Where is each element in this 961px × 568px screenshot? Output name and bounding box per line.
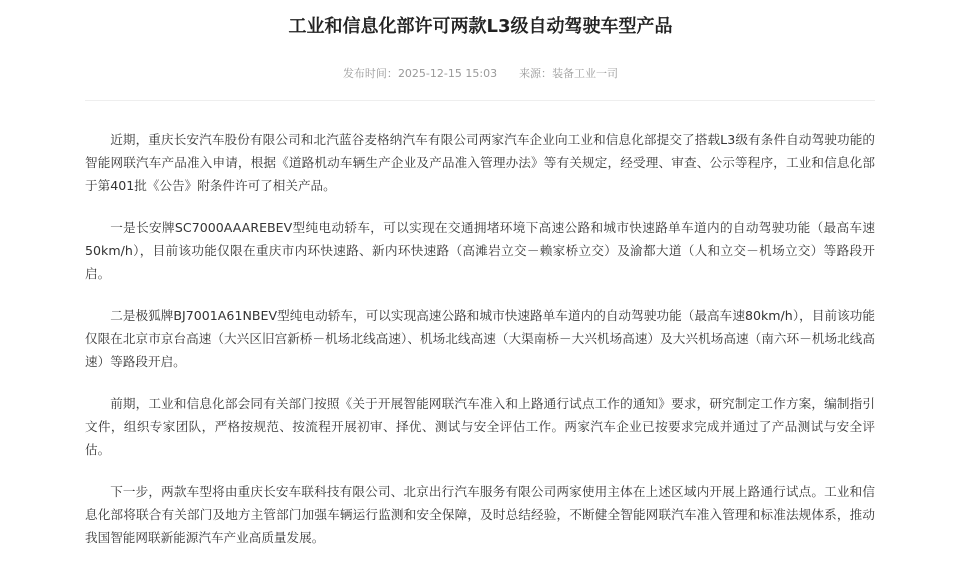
article-body (85, 128, 875, 568)
divider (85, 100, 875, 101)
source-label: 来源： (519, 67, 553, 80)
paragraph-changan: 一是长安牌SC7000AAAREBEV型纯电动轿车，可以实现在交通拥堵环境下高速公路和城市快速路单车道内的自动驾驶功能（最高车速50km/h），目前该功能仅限在重庆市内环快速路、新内环快速路（高滩岩立交－赖家桥立交）及渝都大道（人和立交－机场立交）等路段开启。 (85, 220, 875, 281)
publish-time: 2025-12-15 15:03 (397, 67, 498, 80)
publish-time-label: 发布时间： (342, 67, 398, 80)
article-meta (0, 66, 961, 82)
paragraph-next-steps: 下一步，两款车型将由重庆长安车联科技有限公司、北京出行汽车服务有限公司两家使用主体在上述区域内开展上路通行试点。工业和信息化部将联合有关部门及地方主管部门加强车辆运行监测和安全保障，及时总结经验，不断健全智能网联汽车准入管理和标准法规体系，推动我国智能网联新能源汽车产业高质量发展。 (85, 484, 875, 545)
source-value: 装备工业一司 (552, 67, 619, 80)
paragraph-intro: 近期，重庆长安汽车股份有限公司和北汽蓝谷麦格纳汽车有限公司两家汽车企业向工业和信息化部提交了搭载L3级有条件自动驾驶功能的智能网联汽车产品准入申请，根据《道路机动车辆生产企业及产品准入管理办法》等有关规定，经受理、审查、公示等程序，工业和信息化部于第401批《公告》附条件许可了相关产品。 (85, 132, 875, 193)
paragraph-arcfox: 二是极狐牌BJ7001A61NBEV型纯电动轿车，可以实现高速公路和城市快速路单车道内的自动驾驶功能（最高车速80km/h），目前该功能仅限在北京市京台高速（大兴区旧宫新桥－机场北线高速）、机场北线高速（大渠南桥－大兴机场高速）及大兴机场高速（南六环－机场北线高速）等路段开启。 (85, 308, 875, 369)
article-title: 工业和信息化部许可两款L3级自动驾驶车型产品 (288, 16, 673, 37)
paragraph-background: 前期，工业和信息化部会同有关部门按照《关于开展智能网联汽车准入和上路通行试点工作的通知》要求，研究制定工作方案，编制指引文件，组织专家团队，严格按规范、按流程开展初审、择优、测试与安全评估工作。两家汽车企业已按要求完成并通过了产品测试与安全评估。 (85, 396, 875, 457)
